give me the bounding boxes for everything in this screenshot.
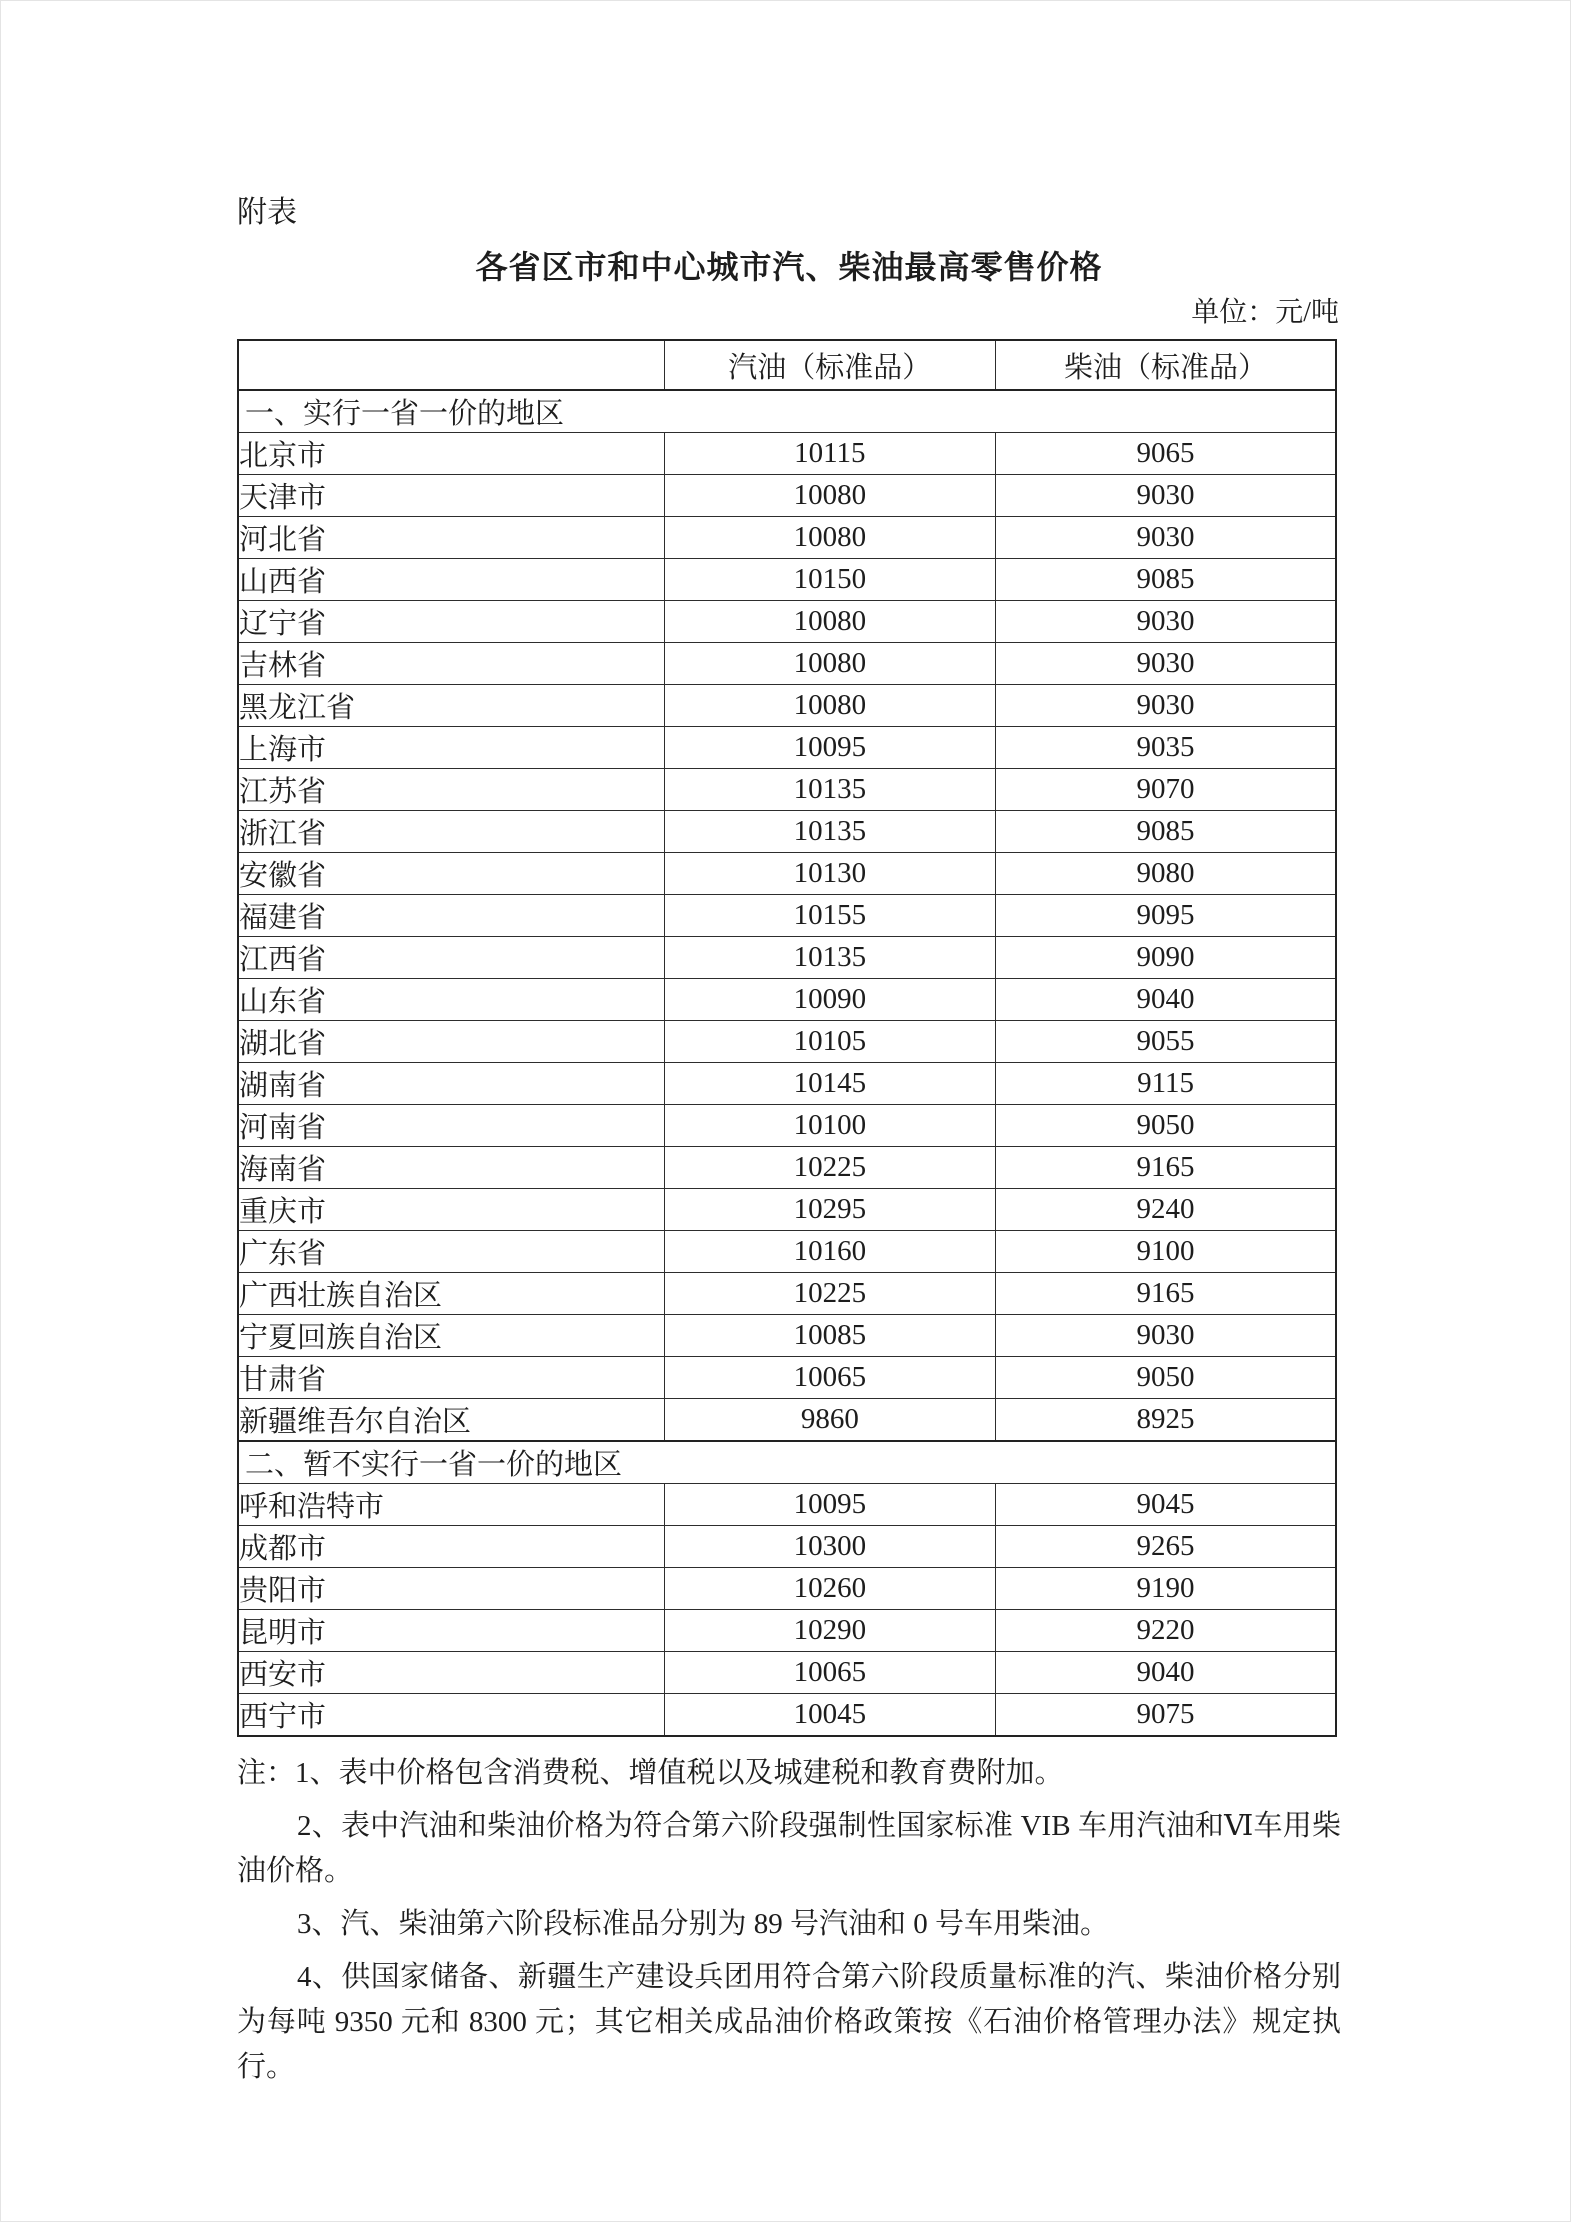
gasoline-cell: 9860 (664, 1399, 996, 1442)
region-cell: 天津市 (238, 475, 664, 517)
region-cell: 河北省 (238, 517, 664, 559)
diesel-cell: 9115 (996, 1063, 1336, 1105)
price-row (238, 517, 1336, 559)
gasoline-cell: 10065 (664, 1652, 996, 1694)
gasoline-cell: 10145 (664, 1063, 996, 1105)
gasoline-cell: 10155 (664, 895, 996, 937)
diesel-cell: 9030 (996, 1315, 1336, 1357)
region-cell: 成都市 (238, 1526, 664, 1568)
price-row (238, 1526, 1336, 1568)
gasoline-cell: 10100 (664, 1105, 996, 1147)
region-cell: 北京市 (238, 433, 664, 475)
diesel-cell: 9165 (996, 1147, 1336, 1189)
diesel-cell: 9190 (996, 1568, 1336, 1610)
gasoline-cell: 10135 (664, 811, 996, 853)
price-row (238, 1231, 1336, 1273)
diesel-cell: 8925 (996, 1399, 1336, 1442)
region-cell: 江西省 (238, 937, 664, 979)
region-cell: 新疆维吾尔自治区 (238, 1399, 664, 1442)
region-cell: 海南省 (238, 1147, 664, 1189)
diesel-cell: 9085 (996, 559, 1336, 601)
price-row (238, 811, 1336, 853)
diesel-cell: 9040 (996, 979, 1336, 1021)
region-cell: 湖南省 (238, 1063, 664, 1105)
region-cell: 西宁市 (238, 1694, 664, 1737)
region-cell: 辽宁省 (238, 601, 664, 643)
diesel-cell: 9030 (996, 601, 1336, 643)
region-cell: 昆明市 (238, 1610, 664, 1652)
region-cell: 山东省 (238, 979, 664, 1021)
notes-section (237, 1751, 1341, 2090)
gasoline-cell: 10115 (664, 433, 996, 475)
section-header-row (238, 390, 1336, 433)
price-row (238, 475, 1336, 517)
note-item: 4、供国家储备、新疆生产建设兵团用符合第六阶段质量标准的汽、柴油价格分别为每吨 9350 元和 8300 元；其它相关成品油价格政策按《石油价格管理办法》规定执行。 (237, 1961, 1341, 2083)
price-row (238, 601, 1336, 643)
region-column-header (238, 340, 664, 390)
diesel-cell: 9265 (996, 1526, 1336, 1568)
gasoline-cell: 10135 (664, 769, 996, 811)
gasoline-cell: 10300 (664, 1526, 996, 1568)
region-cell: 黑龙江省 (238, 685, 664, 727)
price-row (238, 1399, 1336, 1442)
gasoline-cell: 10045 (664, 1694, 996, 1737)
table-header-row (238, 340, 1336, 390)
diesel-cell: 9240 (996, 1189, 1336, 1231)
region-cell: 福建省 (238, 895, 664, 937)
gasoline-cell: 10095 (664, 1484, 996, 1526)
section-header-label: 二、暂不实行一省一价的地区 (238, 1441, 1336, 1484)
region-cell: 甘肃省 (238, 1357, 664, 1399)
price-row (238, 1315, 1336, 1357)
price-row (238, 1652, 1336, 1694)
gasoline-cell: 10085 (664, 1315, 996, 1357)
diesel-cell: 9165 (996, 1273, 1336, 1315)
gasoline-cell: 10090 (664, 979, 996, 1021)
gasoline-cell: 10130 (664, 853, 996, 895)
price-row (238, 559, 1336, 601)
diesel-cell: 9030 (996, 517, 1336, 559)
gasoline-cell: 10080 (664, 643, 996, 685)
gasoline-cell: 10080 (664, 685, 996, 727)
diesel-cell: 9095 (996, 895, 1336, 937)
gasoline-cell: 10150 (664, 559, 996, 601)
diesel-cell: 9035 (996, 727, 1336, 769)
region-cell: 吉林省 (238, 643, 664, 685)
price-row (238, 433, 1336, 475)
price-row (238, 1147, 1336, 1189)
region-cell: 贵阳市 (238, 1568, 664, 1610)
price-row (238, 1610, 1336, 1652)
gasoline-cell: 10135 (664, 937, 996, 979)
note-item: 注：1、表中价格包含消费税、增值税以及城建税和教育费附加。 (237, 1757, 1064, 1789)
region-cell: 广西壮族自治区 (238, 1273, 664, 1315)
price-table (237, 339, 1337, 1737)
region-cell: 浙江省 (238, 811, 664, 853)
region-cell: 广东省 (238, 1231, 664, 1273)
diesel-cell: 9050 (996, 1357, 1336, 1399)
gasoline-cell: 10160 (664, 1231, 996, 1273)
price-row (238, 1568, 1336, 1610)
price-row (238, 895, 1336, 937)
price-row (238, 685, 1336, 727)
diesel-cell: 9085 (996, 811, 1336, 853)
diesel-cell: 9080 (996, 853, 1336, 895)
note-item: 2、表中汽油和柴油价格为符合第六阶段强制性国家标准 VIB 车用汽油和Ⅵ车用柴油价格。 (237, 1810, 1341, 1887)
price-row (238, 1694, 1336, 1737)
price-row (238, 1357, 1336, 1399)
diesel-cell: 9040 (996, 1652, 1336, 1694)
price-row (238, 769, 1336, 811)
gasoline-cell: 10290 (664, 1610, 996, 1652)
diesel-cell: 9220 (996, 1610, 1336, 1652)
diesel-column-header: 柴油（标准品） (996, 340, 1336, 390)
diesel-cell: 9030 (996, 643, 1336, 685)
region-cell: 湖北省 (238, 1021, 664, 1063)
document-content (237, 193, 1341, 2098)
region-cell: 江苏省 (238, 769, 664, 811)
region-cell: 安徽省 (238, 853, 664, 895)
price-row (238, 1189, 1336, 1231)
diesel-cell: 9055 (996, 1021, 1336, 1063)
diesel-cell: 9065 (996, 433, 1336, 475)
diesel-cell: 9050 (996, 1105, 1336, 1147)
region-cell: 河南省 (238, 1105, 664, 1147)
unit-label: 单位：元/吨 (1191, 297, 1339, 328)
diesel-cell: 9100 (996, 1231, 1336, 1273)
region-cell: 重庆市 (238, 1189, 664, 1231)
gasoline-cell: 10260 (664, 1568, 996, 1610)
price-row (238, 1063, 1336, 1105)
gasoline-cell: 10095 (664, 727, 996, 769)
region-cell: 山西省 (238, 559, 664, 601)
diesel-cell: 9030 (996, 475, 1336, 517)
region-cell: 上海市 (238, 727, 664, 769)
price-row (238, 727, 1336, 769)
diesel-cell: 9030 (996, 685, 1336, 727)
diesel-cell: 9090 (996, 937, 1336, 979)
gasoline-cell: 10065 (664, 1357, 996, 1399)
price-row (238, 1021, 1336, 1063)
gasoline-cell: 10105 (664, 1021, 996, 1063)
gasoline-column-header: 汽油（标准品） (664, 340, 996, 390)
page-title: 各省区市和中心城市汽、柴油最高零售价格 (475, 249, 1103, 285)
diesel-cell: 9070 (996, 769, 1336, 811)
price-row (238, 1105, 1336, 1147)
diesel-cell: 9075 (996, 1694, 1336, 1737)
price-row (238, 1484, 1336, 1526)
region-cell: 西安市 (238, 1652, 664, 1694)
region-cell: 宁夏回族自治区 (238, 1315, 664, 1357)
region-cell: 呼和浩特市 (238, 1484, 664, 1526)
price-row (238, 853, 1336, 895)
gasoline-cell: 10295 (664, 1189, 996, 1231)
price-row (238, 937, 1336, 979)
section-header-label: 一、实行一省一价的地区 (238, 390, 1336, 433)
gasoline-cell: 10225 (664, 1273, 996, 1315)
gasoline-cell: 10080 (664, 601, 996, 643)
attachment-label: 附表 (237, 196, 297, 229)
diesel-cell: 9045 (996, 1484, 1336, 1526)
price-row (238, 1273, 1336, 1315)
gasoline-cell: 10080 (664, 517, 996, 559)
price-row (238, 979, 1336, 1021)
section-header-row (238, 1441, 1336, 1484)
gasoline-cell: 10225 (664, 1147, 996, 1189)
note-item: 3、汽、柴油第六阶段标准品分别为 89 号汽油和 0 号车用柴油。 (297, 1908, 1110, 1940)
price-row (238, 643, 1336, 685)
gasoline-cell: 10080 (664, 475, 996, 517)
